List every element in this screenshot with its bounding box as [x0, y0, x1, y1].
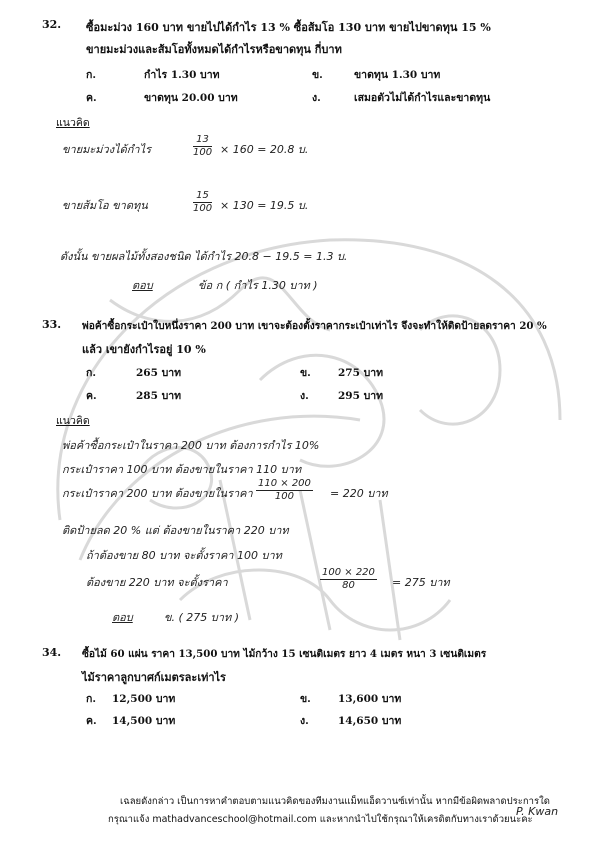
question-34-text-line1: ซื้อไม้ 60 แผ่น ราคา 13,500 บาท ไม้กว้าง 15 เซนติเมตร ยาว 4 เมตร หนา 3 เซนติเมตร: [82, 648, 487, 660]
fraction-numerator: 15: [193, 190, 212, 203]
footer-disclaimer-line2: กรุณาแจ้ง mathadvanceschool@hotmail.com และหากนำไปใช้กรุณาให้เครดิตกับทางเราด้วยนะคะ: [108, 814, 533, 825]
q32-answer-text: ข้อ ก ( กำไร 1.30 บาท ): [198, 279, 318, 292]
signature: P. Kwan: [516, 805, 559, 818]
q32-option-c-text: ขาดทุน 20.00 บาท: [144, 92, 238, 104]
q34-option-a-text: 12,500 บาท: [112, 693, 176, 705]
q32-work-line1-fraction: [193, 134, 212, 159]
question-32-text-line1: ซื้อมะม่วง 160 บาท ขายไปได้กำไร 13 % ซื้อส้มโอ 130 บาท ขายไปขาดทุน 15 %: [86, 21, 491, 34]
q32-solution-heading: แนวคิด: [56, 117, 90, 129]
q33-work-line5: ถ้าต้องขาย 80 บาท จะตั้งราคา 100 บาท: [86, 549, 282, 562]
q32-work-line1-result: × 160 = 20.8 บ.: [220, 143, 309, 156]
fraction-denominator: 100: [193, 203, 213, 214]
q33-work-line2: กระเป๋าราคา 100 บาท ต้องขายในราคา 110 บาท: [62, 463, 302, 476]
question-34-number: 34.: [42, 646, 62, 659]
q32-option-a-letter: ก.: [86, 69, 97, 81]
question-34-text-line2: ไม้ราคาลูกบาศก์เมตรละเท่าไร: [82, 671, 226, 684]
q33-answer-label: ตอบ: [112, 611, 133, 624]
question-33-text-line2: แล้ว เขายังกำไรอยู่ 10 %: [82, 343, 206, 356]
q32-answer-label: ตอบ: [132, 279, 153, 292]
question-32-number: 32.: [42, 18, 62, 31]
q32-work-line1-label: ขายมะม่วงได้กำไร: [62, 143, 152, 156]
q33-option-b-text: 275 บาท: [338, 367, 384, 379]
question-32-text-line2: ขายมะม่วงและส้มโอทั้งหมดได้กำไรหรือขาดทุน กี่บาท: [86, 43, 342, 56]
question-33-number: 33.: [42, 318, 62, 331]
fraction-numerator: 100 × 220: [322, 567, 375, 578]
fraction-denominator: 100: [274, 491, 294, 502]
q32-work-line2-fraction: [193, 190, 212, 215]
q33-work-line3-result: = 220 บาท: [330, 487, 388, 500]
q33-option-b-letter: ข.: [300, 367, 311, 379]
q33-answer-text: ข. ( 275 บาท ): [164, 611, 239, 624]
q32-work-line2-result: × 130 = 19.5 บ.: [220, 199, 309, 212]
q33-option-d-text: 295 บาท: [338, 390, 384, 402]
q33-option-d-letter: ง.: [300, 390, 309, 402]
q33-work-line4: ติดป้ายลด 20 % แต่ ต้องขายในราคา 220 บาท: [62, 524, 289, 537]
q33-option-a-letter: ก.: [86, 367, 97, 379]
q34-option-c-text: 14,500 บาท: [112, 715, 176, 727]
q32-option-d-letter: ง.: [312, 92, 321, 104]
q32-work-line2-label: ขายส้มโอ ขาดทุน: [62, 199, 148, 212]
q32-option-d-text: เสมอตัวไม่ได้กำไรและขาดทุน: [354, 92, 491, 104]
q34-option-a-letter: ก.: [86, 693, 97, 705]
q33-solution-heading: แนวคิด: [56, 415, 90, 427]
fraction-denominator: 80: [342, 580, 355, 591]
q33-option-c-text: 285 บาท: [136, 390, 182, 402]
footer-disclaimer-line1: เฉลยดังกล่าว เป็นการหาคำตอบตามแนวคิดของทีมงานแม็ทแอ็ดวานซ์เท่านั้น หากมีข้อผิดพลาดประการใด: [120, 796, 550, 807]
q32-option-c-letter: ค.: [86, 92, 97, 104]
q33-work-line3-fraction: [256, 478, 313, 503]
q33-option-c-letter: ค.: [86, 390, 97, 402]
q34-option-c-letter: ค.: [86, 715, 97, 727]
fraction-numerator: 110 × 200: [258, 478, 311, 489]
q33-option-a-text: 265 บาท: [136, 367, 182, 379]
q34-option-b-text: 13,600 บาท: [338, 693, 402, 705]
fraction-denominator: 100: [193, 147, 213, 158]
q32-option-b-text: ขาดทุน 1.30 บาท: [354, 69, 441, 81]
q32-option-a-text: กำไร 1.30 บาท: [144, 69, 220, 81]
q33-work-line6-result: = 275 บาท: [392, 576, 450, 589]
q32-work-line3: ดังนั้น ขายผลไม้ทั้งสองชนิด ได้กำไร 20.8 − 19.5 = 1.3 บ.: [60, 250, 348, 263]
q34-option-d-letter: ง.: [300, 715, 309, 727]
q32-option-b-letter: ข.: [312, 69, 323, 81]
fraction-numerator: 13: [193, 134, 212, 147]
q34-option-d-text: 14,650 บาท: [338, 715, 402, 727]
q33-work-line6-fraction: [320, 567, 377, 592]
q33-work-line6-label: ต้องขาย 220 บาท จะตั้งราคา: [86, 576, 228, 589]
q34-option-b-letter: ข.: [300, 693, 311, 705]
q33-work-line1: พ่อค้าซื้อกระเป๋าในราคา 200 บาท ต้องการกำไร 10%: [62, 439, 320, 452]
question-33-text-line1: พ่อค้าซื้อกระเป๋าใบหนึ่งราคา 200 บาท เขาจะต้องตั้งราคากระเป๋าเท่าไร จึงจะทำให้ติดป้ายลดราคา 20 %: [82, 320, 547, 332]
q33-work-line3-label: กระเป๋าราคา 200 บาท ต้องขายในราคา: [62, 487, 253, 500]
